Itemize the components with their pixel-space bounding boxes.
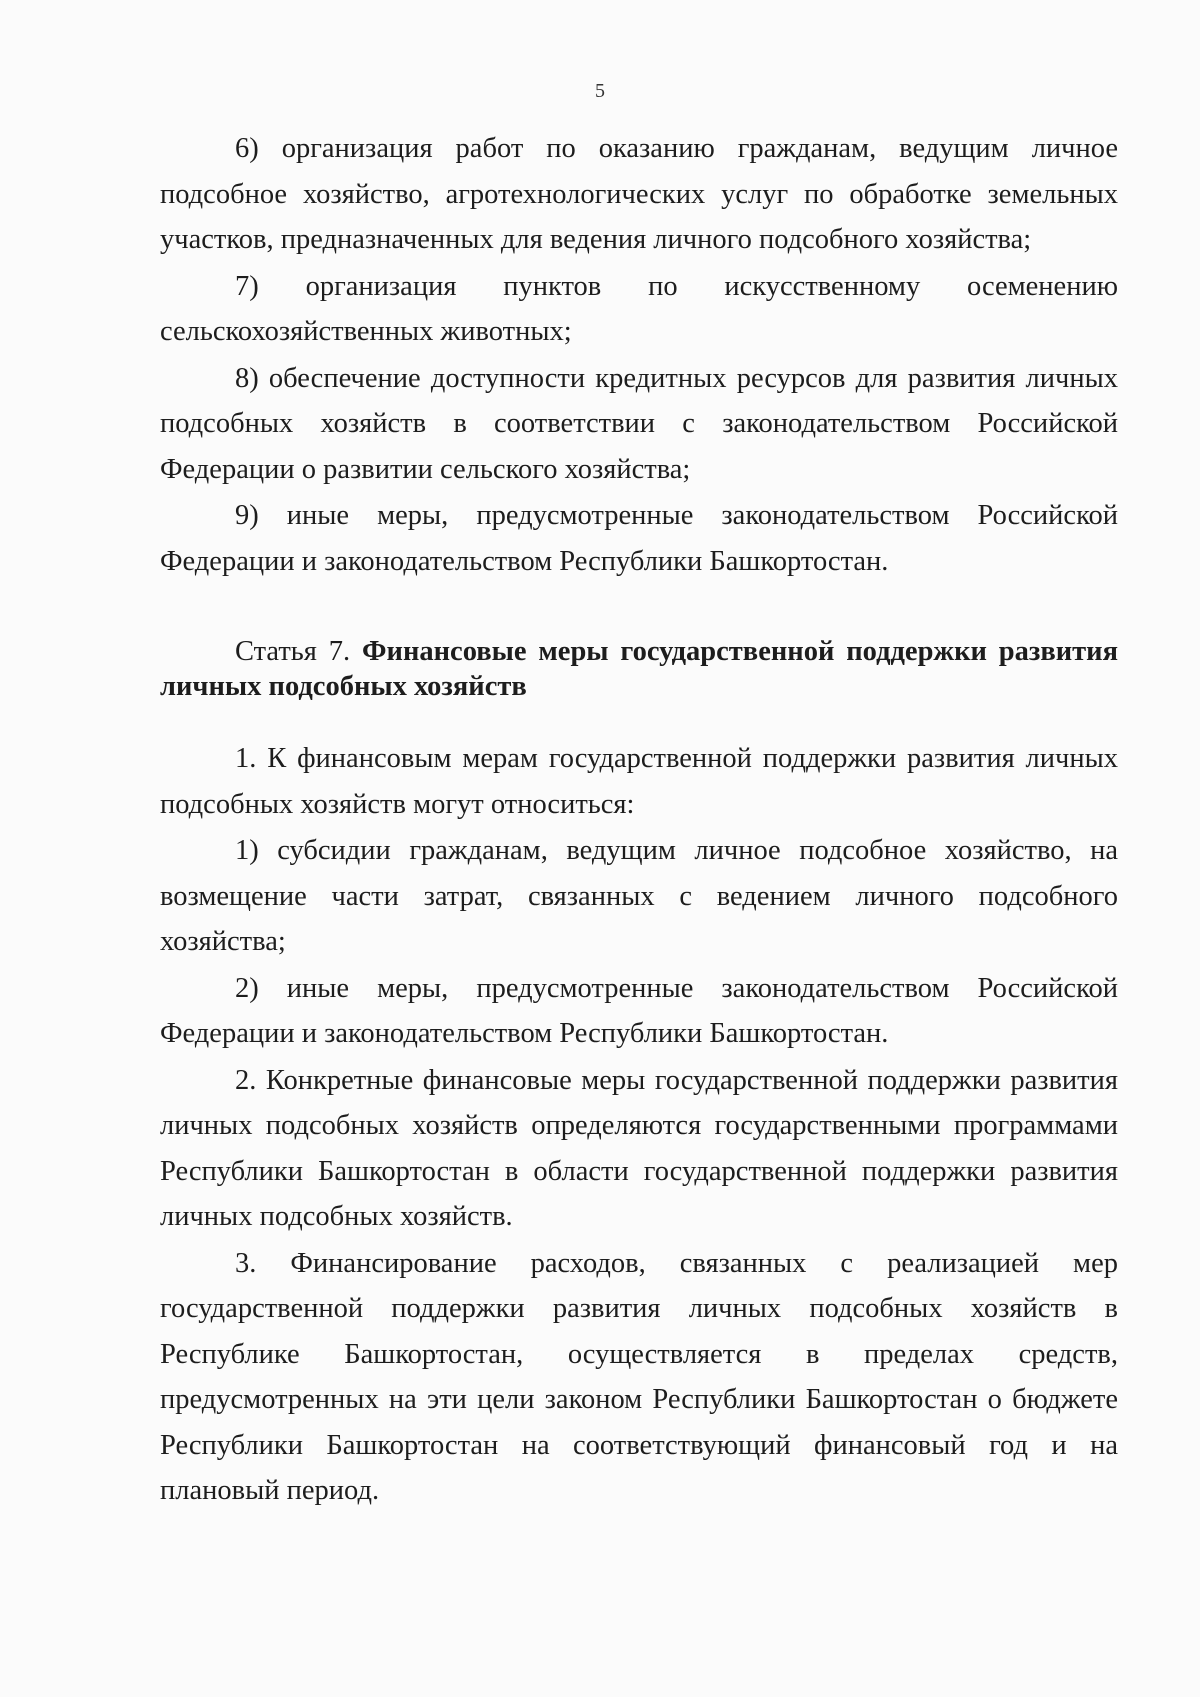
clause-1: 1. К финансовым мерам государственной поддержки развития личных подсобных хозяйств могут относиться: <box>160 743 1118 820</box>
document-body <box>160 126 1118 1514</box>
list-item-8: 8) обеспечение доступности кредитных ресурсов для развития личных подсобных хозяйств в соответствии с законодательством Российской Федерации о развитии сельского хозяйства; <box>160 362 1118 485</box>
clause-1-item-2: 2) иные меры, предусмотренные законодательством Российской Федерации и законодательством Республики Башкортостан. <box>160 972 1118 1049</box>
list-item-6: 6) организация работ по оказанию гражданам, ведущим личное подсобное хозяйство, агротехнологических услуг по обработке земельных участков, предназначенных для ведения личного подсобного хозяйства; <box>160 133 1118 255</box>
article-number: Статья 7. <box>235 636 351 667</box>
clause-2: 2. Конкретные финансовые меры государственной поддержки развития личных подсобных хозяйств определяются государственными программами Республики Башкортостан в области государственной поддержки развития личных подсобных хозяйств. <box>160 1064 1118 1232</box>
clause-1-item-1: 1) субсидии гражданам, ведущим личное подсобное хозяйство, на возмещение части затрат, связанных с ведением личного подсобного хозяйства; <box>160 835 1118 957</box>
list-item-7: 7) организация пунктов по искусственному осеменению сельскохозяйственных животных; <box>160 270 1118 347</box>
clause-3: 3. Финансирование расходов, связанных с реализацией мер государственной поддержки развития личных подсобных хозяйств в Республике Башкортостан, осуществляется в пределах средств, предусмотренных на эти цели законом Республики Башкортостан о бюджете Республики Башкортостан на соответствующий финансовый год и на плановый период. <box>160 1247 1118 1506</box>
article-title: Финансовые меры государственной поддержки развития личных подсобных хозяйств <box>160 636 1119 702</box>
article-heading <box>160 634 1118 704</box>
list-item-9: 9) иные меры, предусмотренные законодательством Российской Федерации и законодательством Республики Башкортостан. <box>160 500 1118 577</box>
page-number: 5 <box>595 80 605 102</box>
